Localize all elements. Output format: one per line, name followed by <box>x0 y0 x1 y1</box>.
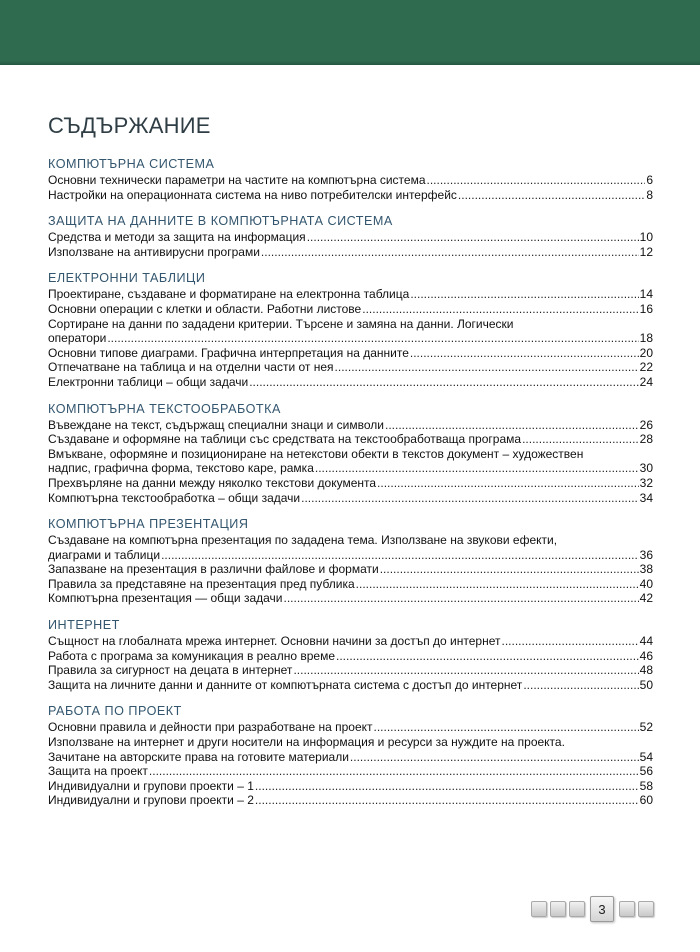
toc-entry[interactable] <box>48 317 653 346</box>
entry-page-number: 18 <box>639 331 653 346</box>
dot-leader <box>380 562 639 577</box>
toc-entry[interactable] <box>48 764 653 779</box>
table-of-contents <box>48 157 653 820</box>
dot-leader <box>293 663 638 678</box>
dot-leader <box>255 779 639 794</box>
page-number: 3 <box>590 896 614 922</box>
page-tab-icon <box>569 901 585 917</box>
entry-page-number: 34 <box>639 490 653 505</box>
toc-entry[interactable] <box>48 577 653 592</box>
section-title: КОМПЮТЪРНА СИСТЕМА <box>48 157 215 171</box>
entry-page-number: 6 <box>646 173 653 187</box>
toc-entry[interactable] <box>48 188 653 203</box>
entry-title: Компютърна текстообработка – общи задачи <box>48 490 301 505</box>
toc-entry[interactable] <box>48 663 653 678</box>
section-title: РАБОТА ПО ПРОЕКТ <box>48 704 182 719</box>
toc-entry[interactable] <box>48 476 653 491</box>
page-tab-icon <box>550 901 566 917</box>
dot-leader <box>385 418 639 433</box>
entry-page-number: 24 <box>639 374 653 389</box>
entry-page-number: 10 <box>639 230 653 245</box>
dot-leader <box>261 245 639 260</box>
dot-leader <box>523 678 638 693</box>
entry-page-number: 30 <box>639 461 653 476</box>
dot-leader <box>336 649 639 664</box>
dot-leader <box>161 548 639 563</box>
dot-leader <box>410 346 639 361</box>
toc-section <box>48 517 653 606</box>
toc-entry[interactable] <box>48 302 653 317</box>
dot-leader <box>307 230 639 245</box>
toc-entry[interactable] <box>48 360 653 375</box>
page-tab-icon <box>638 901 654 917</box>
dot-leader <box>283 591 638 606</box>
dot-leader <box>249 375 638 390</box>
toc-section <box>48 271 653 389</box>
entry-title: надпис, графична форма, текстово каре, рамка <box>48 461 314 476</box>
dot-leader <box>335 360 639 375</box>
toc-entry[interactable] <box>48 287 653 302</box>
dot-leader <box>315 461 639 476</box>
toc-entry[interactable] <box>48 447 653 476</box>
entry-title: Правила за сигурност на децата в интернет <box>48 663 293 678</box>
entry-title: Запазване на презентация в различни файлове и формати <box>48 562 379 577</box>
entry-title: диаграми и таблици <box>48 547 161 562</box>
entry-text-line: Създаване на компютърна презентация по зададена тема. Използване на звукови ефекти, <box>48 533 558 548</box>
entry-page-number: 36 <box>639 547 653 562</box>
page-tab-icon <box>531 901 547 917</box>
entry-title: Индивидуални и групови проекти – 1 <box>48 778 254 793</box>
entry-page-number: 14 <box>639 287 653 302</box>
entry-title: оператори <box>48 331 107 346</box>
entry-page-number: 48 <box>639 663 653 678</box>
entry-title: Основни технически параметри на частите на компютърна система <box>48 173 426 187</box>
toc-entry[interactable] <box>48 491 653 506</box>
entry-title: Правила за представяне на презентация пред публика <box>48 576 355 591</box>
entry-title: Създаване и оформяне на таблици със средствата на текстообработваща програма <box>48 432 522 447</box>
entry-title: Основни типове диаграми. Графична интерпретация на данните <box>48 345 409 360</box>
entry-title: Защита на проект <box>48 764 148 779</box>
entry-text-line: Сортиране на данни по зададени критерии. Търсене и замяна на данни. Логически <box>48 316 514 331</box>
entry-page-number: 58 <box>639 778 653 793</box>
entry-title: Основни правила и дейности при разработване на проект <box>48 720 373 735</box>
dot-leader <box>522 432 639 447</box>
toc-section <box>48 214 653 259</box>
entry-title: Електронни таблици – общи задачи <box>48 374 249 389</box>
entry-page-number: 22 <box>639 360 653 375</box>
toc-entry[interactable] <box>48 678 653 693</box>
toc-entry[interactable] <box>48 779 653 794</box>
entry-page-number: 38 <box>639 562 653 577</box>
section-title: КОМПЮТЪРНА ТЕКСТООБРАБОТКА <box>48 401 281 416</box>
toc-section <box>48 618 653 692</box>
entry-title: Използване на антивирусни програми <box>48 244 260 259</box>
section-title: ЕЛЕКТРОННИ ТАБЛИЦИ <box>48 271 206 286</box>
entry-title: Отпечатване на таблица и на отделни части от нея <box>48 360 334 375</box>
toc-entry[interactable] <box>48 346 653 361</box>
entry-title: Индивидуални и групови проекти – 2 <box>48 793 254 808</box>
entry-page-number: 20 <box>639 345 653 360</box>
toc-section <box>48 157 653 202</box>
entry-page-number: 54 <box>639 749 653 764</box>
header-band <box>0 0 700 65</box>
entry-page-number: 28 <box>639 432 653 447</box>
entry-text-line: Вмъкване, оформяне и позициониране на нетекстови обекти в текстов документ – художествен <box>48 446 584 461</box>
dot-leader <box>149 764 639 779</box>
entry-title: Компютърна презентация — общи задачи <box>48 591 283 606</box>
dot-leader <box>356 577 639 592</box>
entry-page-number: 16 <box>639 301 653 316</box>
toc-entry[interactable] <box>48 245 653 260</box>
entry-page-number: 40 <box>639 576 653 591</box>
entry-title: Въвеждане на текст, съдържащ специални знаци и символи <box>48 417 384 432</box>
entry-page-number: 46 <box>639 648 653 663</box>
toc-entry[interactable] <box>48 173 653 188</box>
entry-page-number: 12 <box>639 244 653 259</box>
toc-entry[interactable] <box>48 230 653 245</box>
toc-entry[interactable] <box>48 418 653 433</box>
dot-leader <box>427 173 646 188</box>
dot-leader <box>107 331 638 346</box>
section-title: КОМПЮТЪРНА ПРЕЗЕНТАЦИЯ <box>48 517 249 532</box>
entry-title: Същност на глобалната мрежа интернет. Основни начини за достъп до интернет <box>48 634 501 649</box>
dot-leader <box>458 188 645 203</box>
dot-leader <box>255 793 639 808</box>
toc-entry[interactable] <box>48 432 653 447</box>
dot-leader <box>301 491 639 506</box>
entry-page-number: 44 <box>639 634 653 649</box>
toc-entry[interactable] <box>48 562 653 577</box>
entry-title: Прехвърляне на данни между няколко текстови документа <box>48 475 377 490</box>
entry-title: Настройки на операционната система на ниво потребителски интерфейс <box>48 187 457 202</box>
entry-page-number: 50 <box>639 677 653 692</box>
toc-entry[interactable] <box>48 591 653 606</box>
entry-page-number: 56 <box>639 764 653 779</box>
entry-title: Основни операции с клетки и области. Работни листове <box>48 301 362 316</box>
dot-leader <box>410 287 638 302</box>
page-navigation <box>531 897 654 921</box>
section-title: ИНТЕРНЕТ <box>48 618 120 633</box>
toc-section <box>48 704 653 808</box>
entry-text-line: Използване на интернет и други носители на информация и ресурси за нуждите на проекта. <box>48 735 565 750</box>
toc-entry[interactable] <box>48 735 653 764</box>
toc-entry[interactable] <box>48 649 653 664</box>
entry-page-number: 52 <box>639 720 653 735</box>
dot-leader <box>377 476 639 491</box>
page-tab-icon <box>619 901 635 917</box>
entry-title: Защита на личните данни и данните от компютърната система с достъп до интернет <box>48 677 523 692</box>
toc-entry[interactable] <box>48 375 653 390</box>
entry-page-number: 42 <box>639 591 653 606</box>
section-title: ЗАЩИТА НА ДАННИТЕ В КОМПЮТЪРНАТА СИСТЕМА <box>48 214 393 229</box>
dot-leader <box>374 720 639 735</box>
entry-title: Работа с програма за комуникация в реално време <box>48 648 335 663</box>
toc-entry[interactable] <box>48 720 653 735</box>
toc-entry[interactable] <box>48 634 653 649</box>
page-title: СЪДЪРЖАНИЕ <box>48 113 211 138</box>
entry-page-number: 60 <box>639 793 653 808</box>
dot-leader <box>501 634 638 649</box>
entry-page-number: 8 <box>646 187 653 202</box>
entry-page-number: 32 <box>639 475 653 490</box>
dot-leader <box>362 302 638 317</box>
entry-title: Средства и методи за защита на информация <box>48 230 306 245</box>
entry-page-number: 26 <box>639 417 653 432</box>
entry-title: Проектиране, създаване и форматиране на електронна таблица <box>48 287 410 302</box>
toc-entry[interactable] <box>48 793 653 808</box>
toc-section <box>48 402 653 506</box>
dot-leader <box>350 750 639 765</box>
toc-entry[interactable] <box>48 533 653 562</box>
entry-title: Зачитане на авторските права на готовите материали <box>48 749 349 764</box>
